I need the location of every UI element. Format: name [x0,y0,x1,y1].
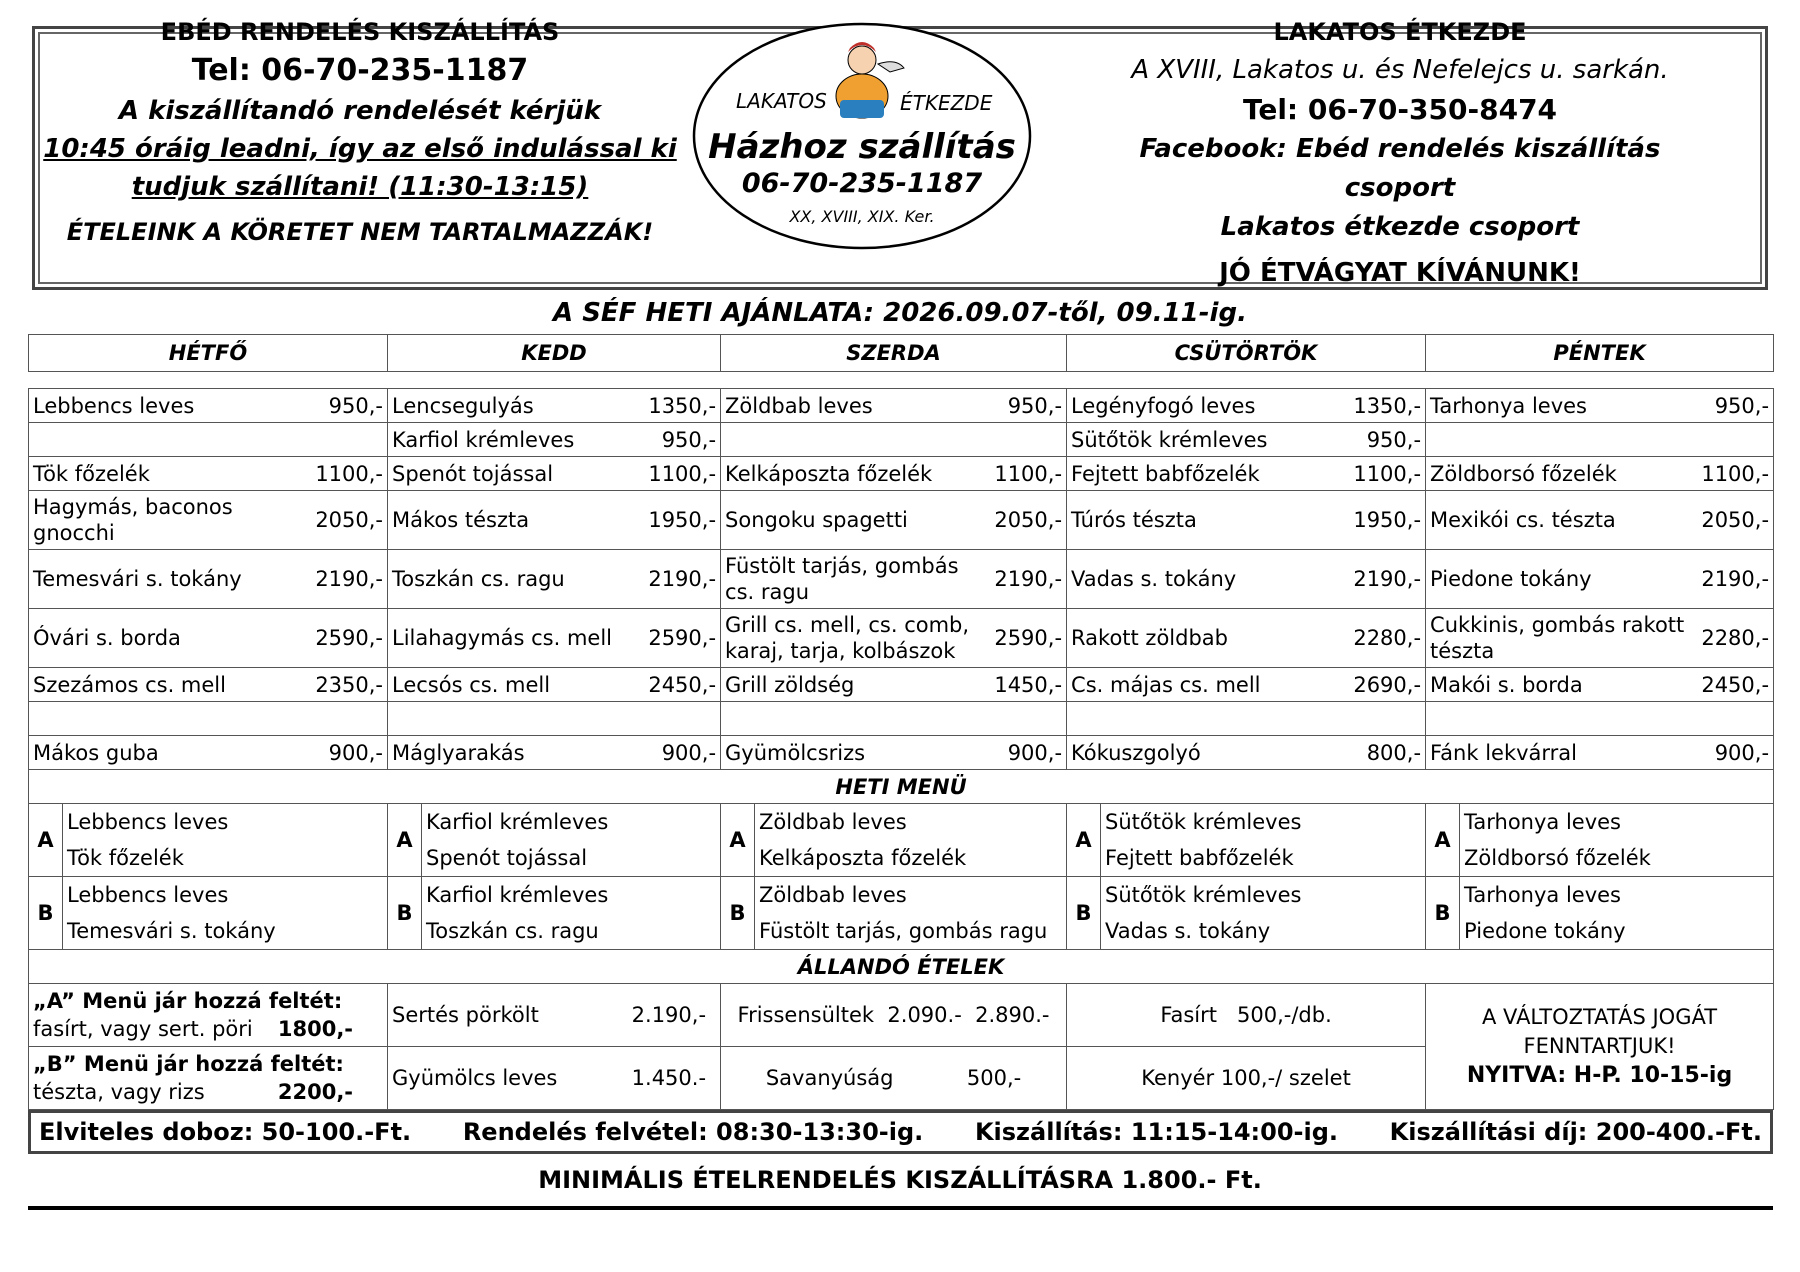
menu-cell [29,389,388,423]
dish-name: Lecsós cs. mell [392,672,551,697]
dish-name: Makói s. borda [1430,672,1583,697]
dish-name: Spenót tojással [392,461,554,486]
menu-b-addon-title: „B” Menü jár hozzá feltét: [33,1052,344,1076]
dish-price: 2590,- [994,626,1063,650]
dish-price: 1100,- [315,461,384,486]
soup: Sütőtök krémleves [1105,883,1302,907]
menu-cell [29,736,388,770]
dish-name: Hagymás, baconos gnocchi [33,495,233,545]
menu-cell [721,491,1067,550]
dish-name: Lilahagymás cs. mell [392,626,613,650]
main-dish: Zöldborsó főzelék [1464,846,1651,870]
menu-cell [721,423,1067,457]
permanent-item-price: 1.450.- [631,1066,707,1090]
footer-order-hours: Rendelés felvétel: 08:30-13:30-ig. [462,1118,924,1146]
dish-name: Mexikói cs. tészta [1430,508,1616,532]
header-right-facebook: Facebook: Ebéd rendelés kiszállítás csoport [1139,134,1661,203]
logo-phone: 06-70-235-1187 [741,168,983,199]
main-dish: Piedone tokány [1464,919,1626,943]
soup: Zöldbab leves [759,810,907,834]
menu-cell [388,491,721,550]
menu-row [29,609,1774,668]
menu-cell [388,609,721,668]
menu-b-label: B [721,877,755,950]
menu-b-addon-price: 2200,- [277,1080,354,1104]
dish-name: Grill cs. mell, cs. comb, karaj, tarja, kolbászok [725,613,970,663]
dish-price: 2190,- [315,567,384,591]
menu-a-label: A [388,804,422,877]
menu-cell [29,423,388,457]
footer-delivery-hours: Kiszállítás: 11:15-14:00-ig. [974,1118,1339,1146]
dish-name: Fejtett babfőzelék [1071,461,1260,486]
permanent-item-name: Savanyúság [765,1066,894,1090]
menu-cell [721,389,1067,423]
dish-name: Karfiol krémleves [392,427,575,452]
menu-cell [1426,457,1774,491]
menu-b-label: B [1067,877,1101,950]
header-right-greeting: JÓ ÉTVÁGYAT KÍVÁNUNK! [1219,258,1581,288]
dish-price: 950,- [1366,427,1422,452]
menu-cell [388,389,721,423]
logo-districts: XX, XVIII, XIX. Ker. [789,207,935,226]
menu-cell [1426,423,1774,457]
menu-row [29,423,1774,457]
dish-price: 2050,- [1701,508,1770,532]
header-right-phone: Tel: 06-70-350-8474 [1242,93,1558,126]
menu-cell [1426,668,1774,702]
dish-name: Lebbencs leves [33,393,195,418]
notice-line: FENNTARTJUK! [1523,1034,1676,1058]
menu-row [29,457,1774,491]
menu-cell [29,550,388,609]
weekly-menu-b-cell [1460,877,1774,950]
dish-name: Gyümölcsrizs [725,740,866,765]
main-dish: Füstölt tarjás, gombás ragu [759,919,1048,943]
day-header: CSÜTÖRTÖK [1067,335,1426,372]
menu-cell [29,491,388,550]
header-left-note-2: 10:45 óráig leadni, így az első indulással ki [43,134,677,164]
menu-a-label: A [1067,804,1101,877]
dish-price: 900,- [1007,740,1063,765]
dish-name: Cukkinis, gombás rakott tészta [1430,613,1685,663]
soup: Tarhonya leves [1464,810,1621,834]
dish-price: 1100,- [1353,461,1422,486]
weekly-menu-a-cell [1460,804,1774,877]
dish-name: Óvári s. borda [33,626,181,650]
header-left-title: EBÉD RENDELÉS KISZÁLLÍTÁS [160,18,560,46]
dish-price: 1350,- [648,393,717,418]
dish-price: 2450,- [1701,672,1770,697]
permanent-item-name: Sertés pörkölt [392,1003,539,1027]
menu-cell [1067,550,1426,609]
header-right-address: A XVIII, Lakatos u. és Nefelejcs u. sarkán. [1131,55,1669,85]
main-dish: Temesvári s. tokány [67,919,276,943]
dish-name: Mákos tészta [392,508,530,532]
soup: Sütőtök krémleves [1105,810,1302,834]
menu-a-addon-price: 1800,- [277,1017,354,1041]
soup: Tarhonya leves [1464,883,1621,907]
opening-hours: NYITVA: H-P. 10-15-ig [1466,1063,1733,1088]
dish-name: Szezámos cs. mell [33,672,226,697]
restaurant-logo [690,18,1035,254]
dish-price: 1100,- [648,461,717,486]
dish-name: Zöldbab leves [725,393,873,418]
menu-cell [29,609,388,668]
footer-box-price: Elviteles doboz: 50-100.-Ft. [39,1118,412,1146]
menu-cell [388,423,721,457]
menu-cell [1426,491,1774,550]
footer-info-bar [28,1110,1773,1154]
dish-name: Temesvári s. tokány [33,567,242,591]
menu-cell [1426,702,1774,736]
day-header: PÉNTEK [1426,335,1774,372]
dish-name: Mákos guba [33,740,159,765]
weekly-menu-title: HETI MENÜ [29,770,1774,804]
menu-a-label: A [1426,804,1460,877]
permanent-title: ÁLLANDÓ ÉTELEK [29,950,1774,984]
opening-notice [1426,984,1774,1110]
header-left-notice: ÉTELEINK A KÖRETET NEM TARTALMAZZÁK! [66,218,654,246]
minimum-order-note: MINIMÁLIS ÉTELRENDELÉS KISZÁLLÍTÁSRA 1.800.- Ft. [538,1166,1262,1194]
menu-row [29,702,1774,736]
dish-price: 1100,- [994,461,1063,486]
dish-name: Sütőtök krémleves [1071,427,1268,452]
dish-price: 1100,- [1701,461,1770,486]
header-right [1080,14,1720,295]
dish-name: Vadas s. tokány [1071,567,1237,591]
dish-price: 2050,- [315,508,384,532]
menu-a-label: A [29,804,63,877]
dish-name: Cs. májas cs. mell [1071,672,1261,697]
dish-price: 1950,- [648,508,717,532]
dish-name: Tök főzelék [33,461,150,486]
menu-cell [29,668,388,702]
dish-name: Máglyarakás [392,740,525,765]
main-dish: Fejtett babfőzelék [1105,846,1294,870]
menu-cell [1067,389,1426,423]
header-right-group: Lakatos étkezde csoport [1220,212,1580,242]
menu-cell [388,702,721,736]
weekly-menu-a-cell [63,804,388,877]
menu-b-addon-desc: tészta, vagy rizs [33,1080,205,1104]
menu-a-addon [29,984,388,1047]
menu-cell [721,668,1067,702]
soup: Karfiol krémleves [426,810,609,834]
menu-cell [1426,609,1774,668]
logo-left-word: LAKATOS [736,89,827,113]
header-left-note-3: tudjuk szállítani! (11:30-13:15) [131,172,589,202]
menu-cell [1067,423,1426,457]
dish-price: 2280,- [1353,626,1422,650]
menu-cell [1067,457,1426,491]
menu-cell [721,609,1067,668]
menu-cell [1067,736,1426,770]
menu-cell [1067,491,1426,550]
dish-name: Grill zöldség [725,672,855,697]
bottom-rule [28,1206,1773,1210]
menu-cell [721,736,1067,770]
main-dish: Toszkán cs. ragu [426,919,599,943]
menu-row [29,736,1774,770]
weekly-menu-b-cell [755,877,1067,950]
dish-price: 900,- [328,740,384,765]
dish-name: Toszkán cs. ragu [392,567,565,591]
dish-price: 2350,- [315,672,384,697]
dish-price: 950,- [1714,393,1770,418]
dish-price: 2050,- [994,508,1063,532]
menu-cell [1067,702,1426,736]
menu-cell [1426,389,1774,423]
menu-a-addon-desc: fasírt, vagy sert. pöri [33,1017,253,1041]
main-dish: Kelkáposzta főzelék [759,846,967,870]
dish-price: 950,- [661,427,717,452]
dish-price: 2590,- [315,626,384,650]
menu-cell [388,668,721,702]
menu-a-addon-title: „A” Menü jár hozzá feltét: [33,989,343,1013]
dish-price: 800,- [1366,740,1422,765]
dish-price: 900,- [661,740,717,765]
soup: Lebbencs leves [67,883,229,907]
week-title: A SÉF HETI AJÁNLATA: 2026.09.07-től, 09.11-ig. [553,298,1247,328]
permanent-item-name: Gyümölcs leves [392,1066,558,1090]
menu-cell [1067,668,1426,702]
menu-cell [388,457,721,491]
menu-row [29,389,1774,423]
weekly-menu-a-cell [755,804,1067,877]
weekly-menu-a-row [29,804,1774,877]
menu-cell [1067,609,1426,668]
dish-name: Legényfogó leves [1071,393,1256,418]
header-right-title: LAKATOS ÉTKEZDE [1273,18,1527,46]
header-left [40,14,680,254]
day-header: KEDD [388,335,721,372]
menu-b-label: B [388,877,422,950]
permanent-item [721,1047,1067,1110]
menu-table [28,388,1774,1110]
permanent-item [388,984,721,1047]
menu-b-label: B [29,877,63,950]
main-dish: Tök főzelék [67,846,184,870]
menu-row [29,491,1774,550]
weekly-menu-b-cell [422,877,721,950]
dish-name: Kelkáposzta főzelék [725,461,933,486]
dish-name: Tarhonya leves [1430,393,1587,418]
header-left-note-1: A kiszállítandó rendelését kérjük [118,96,602,126]
weekly-menu-b-cell [63,877,388,950]
main-dish: Spenót tojással [426,846,588,870]
menu-cell [721,550,1067,609]
dish-price: 1350,- [1353,393,1422,418]
dish-price: 2450,- [648,672,717,697]
weekly-menu-b-cell [1101,877,1426,950]
permanent-item: Kenyér 100,-/ szelet [1067,1047,1426,1110]
dish-price: 2190,- [648,567,717,591]
dish-name: Túrós tészta [1071,508,1197,532]
dish-price: 2590,- [648,626,717,650]
dish-name: Zöldborsó főzelék [1430,461,1617,486]
menu-a-label: A [721,804,755,877]
dish-price: 950,- [328,393,384,418]
dish-price: 950,- [1007,393,1063,418]
dish-name: Füstölt tarjás, gombás cs. ragu [725,554,959,604]
weekly-menu-a-cell [422,804,721,877]
day-header-table [28,334,1774,372]
dish-price: 2690,- [1353,672,1422,697]
dish-price: 2280,- [1701,626,1770,650]
day-header: SZERDA [721,335,1067,372]
soup: Karfiol krémleves [426,883,609,907]
permanent-item-price: 2.190,- [631,1003,707,1027]
dish-name: Piedone tokány [1430,567,1592,591]
footer-delivery-fee: Kiszállítási díj: 200-400.-Ft. [1389,1118,1762,1146]
dish-price: 2190,- [994,567,1063,591]
weekly-menu-b-row [29,877,1774,950]
menu-b-label: B [1426,877,1460,950]
dish-name: Kókuszgolyó [1071,740,1201,765]
soup: Zöldbab leves [759,883,907,907]
main-dish: Vadas s. tokány [1105,919,1271,943]
header-left-phone: Tel: 06-70-235-1187 [191,53,529,88]
weekly-menu-a-cell [1101,804,1426,877]
permanent-item-price: 500,- [966,1066,1022,1090]
permanent-item: Frissensültek 2.090.- 2.890.- [721,984,1067,1047]
menu-row [29,668,1774,702]
dish-name: Songoku spagetti [725,508,908,532]
dish-name: Fánk lekvárral [1430,740,1578,765]
permanent-item: Fasírt 500,-/db. [1067,984,1426,1047]
dish-price: 1450,- [994,672,1063,697]
menu-cell [721,457,1067,491]
dish-price: 1950,- [1353,508,1422,532]
permanent-item [388,1047,721,1110]
dish-price: 2190,- [1353,567,1422,591]
day-header: HÉTFŐ [29,335,388,372]
menu-cell [1426,736,1774,770]
logo-right-word: ÉTKEZDE [900,91,993,115]
logo-main-text: Házhoz szállítás [708,127,1016,167]
notice-line: A VÁLTOZTATÁS JOGÁT [1482,1005,1718,1029]
menu-row [29,550,1774,609]
dish-price: 900,- [1714,740,1770,765]
menu-cell [721,702,1067,736]
menu-b-addon [29,1047,388,1110]
menu-cell [29,702,388,736]
dish-name: Rakott zöldbab [1071,626,1228,650]
menu-cell [388,736,721,770]
dish-price: 2190,- [1701,567,1770,591]
soup: Lebbencs leves [67,810,229,834]
menu-cell [1426,550,1774,609]
menu-cell [388,550,721,609]
menu-cell [29,457,388,491]
dish-name: Lencsegulyás [392,393,534,418]
